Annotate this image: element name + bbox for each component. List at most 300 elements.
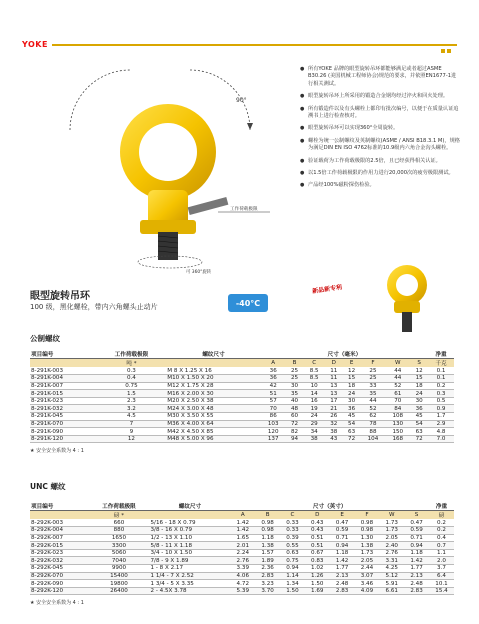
table-cell: 8-291K-015 [30,390,97,398]
table-cell: 0.47 [330,519,355,527]
table-cell: 0.7 [429,542,454,550]
table-cell: 7/8 - 9 X 1.89 [150,557,231,565]
feature-item: ● 产品经100%磁粉探伤检验。 [300,182,460,189]
table-cell: 35 [361,390,386,398]
table-cell: 2.05 [355,557,380,565]
table-cell: 0.51 [305,542,330,550]
table-cell: 3/4 - 10 X 1.50 [150,549,231,557]
table-cell: 0.4 [97,375,167,383]
table-cell: 0.47 [404,519,429,527]
table-cell: M30 X 3.50 X 55 [166,413,261,421]
unc-rows [30,519,454,595]
table-cell: 3.70 [255,587,280,595]
subhead: S [404,511,429,520]
table-cell: 44 [385,375,410,383]
subhead: W [385,359,410,368]
table-cell: 1.18 [255,534,280,542]
table-cell: 1.42 [230,527,255,535]
table-cell: 5.91 [379,580,404,588]
table-cell: 40 [286,397,304,405]
subhead [30,359,97,368]
subhead: 千克 [428,359,454,368]
subhead: A [230,511,255,520]
table-cell: 4.72 [230,580,255,588]
table-cell: 70 [385,397,410,405]
table-cell: 12 [97,435,167,443]
table-cell: 1.73 [355,549,380,557]
subhead: E [330,511,355,520]
table-row [30,534,454,542]
table-cell: 10 [303,382,324,390]
table-cell: 2.9 [428,420,454,428]
table-cell: 38 [325,428,343,436]
top-banner [0,0,479,54]
table-cell: 45 [410,413,428,421]
table-cell: 3.23 [255,580,280,588]
table-row [30,375,454,383]
table-cell: 1.7 [428,413,454,421]
table-cell: 15 [343,375,361,383]
table-cell: 57 [261,397,286,405]
subhead: E [343,359,361,368]
eye-bolt-thumbnail [362,257,452,337]
table-cell: 1.77 [404,565,429,573]
table-cell: 82 [286,428,304,436]
table-cell: 36 [261,375,286,383]
table-cell: 8-291K-004 [30,375,97,383]
table-row [30,587,454,595]
subhead: W [379,511,404,520]
table-cell: 62 [361,413,386,421]
table-row [30,405,454,413]
table-cell: 104 [361,435,386,443]
table-cell: 13 [325,382,343,390]
table-cell: 72 [286,420,304,428]
table-cell: M48 X 5.00 X 96 [166,435,261,443]
table-cell: 8-291K-032 [30,405,97,413]
table-cell: 1.38 [255,542,280,550]
table-cell: 3300 [88,542,149,550]
table-cell: 2.83 [330,587,355,595]
table-cell: 60 [286,413,304,421]
angle-label: 90° [236,97,247,104]
table-cell: 1.77 [330,565,355,573]
table-cell: 0.5 [428,397,454,405]
table-cell: 43 [325,435,343,443]
table-cell: 1.50 [280,587,305,595]
temperature-badge: -40°C [228,294,268,312]
table-cell: 11 [325,375,343,383]
table-row [30,435,454,443]
table-cell: 120 [261,428,286,436]
table-cell: 1 3/4 - 5 X 3.35 [150,580,231,588]
col-thread: 螺纹尺寸 [150,502,231,511]
subhead: D [325,359,343,368]
table-cell: 2.83 [404,587,429,595]
table-cell: 7040 [88,557,149,565]
table-cell: 48 [286,405,304,413]
table-cell: 2.36 [255,565,280,573]
table-cell: 8-292K-003 [30,519,88,527]
table-cell: 84 [385,405,410,413]
table-cell: 1.50 [305,580,330,588]
subhead: F [355,511,380,520]
unc-section-title: UNC 螺纹 [30,482,66,491]
table-cell: 1650 [88,534,149,542]
table-cell: 8.5 [303,375,324,383]
table-cell: 6.4 [429,572,454,580]
table-cell: 1.34 [280,580,305,588]
table-cell: 15 [410,375,428,383]
feature-list [300,66,460,195]
feature-item: ● 眼型旋转吊环上所采用的锻造合金钢均经过淬火和回火处理。 [300,93,460,100]
table-row [30,572,454,580]
table-cell: 5.39 [230,587,255,595]
table-cell: 2.13 [404,572,429,580]
subhead: B [286,359,304,368]
table-cell: 0.75 [280,557,305,565]
table-row [30,565,454,573]
table-cell: 63 [343,428,361,436]
table-cell: 8-292K-090 [30,580,88,588]
table-row [30,580,454,588]
table-cell: 660 [88,519,149,527]
table-cell: 42 [261,382,286,390]
table-cell: 0.59 [404,527,429,535]
table-cell: 8.5 [303,367,324,375]
table-cell: 17 [325,397,343,405]
table-cell: 0.51 [305,534,330,542]
table-cell: 1.42 [404,557,429,565]
table-row [30,557,454,565]
table-cell: 0.75 [97,382,167,390]
table-cell: 2.48 [330,580,355,588]
unc-footnote: ★ 安全安全系数为 4 : 1 [30,600,84,606]
table-cell: 8-291K-007 [30,382,97,390]
table-cell: 25 [361,367,386,375]
subhead [30,511,88,520]
table-cell: 0.55 [280,542,305,550]
table-cell: 61 [385,390,410,398]
subhead: A [261,359,286,368]
table-cell: 2.05 [379,534,404,542]
table-cell: 1 - 8 X 2.17 [150,565,231,573]
product-subtitle: 100 级，黑化螺栓，带内六角螺头止动片 [30,303,158,311]
table-cell: 0.43 [305,519,330,527]
table-cell: 0.1 [428,367,454,375]
table-row [30,549,454,557]
table-cell: 3.2 [97,405,167,413]
col-wll: 工作荷载极限 [88,502,149,511]
eye-bolt-illustration [40,60,295,275]
table-cell: 13 [325,390,343,398]
metric-rows [30,367,454,443]
table-cell: 14 [303,390,324,398]
table-cell: 8-291K-090 [30,428,97,436]
table-cell: 4.06 [230,572,255,580]
feature-item: ● 验证载荷为工作荷载极限的2.5倍，且已经获得相关认证。 [300,158,460,165]
table-cell: 12 [410,367,428,375]
table-cell: 2.24 [230,549,255,557]
table-cell: 94 [286,435,304,443]
subhead: F [361,359,386,368]
table-cell: 18 [410,382,428,390]
table-row [30,413,454,421]
table-cell: 38 [303,435,324,443]
metric-footnote: ★ 安全安全系数为 4 : 1 [30,448,84,454]
table-cell: 88 [361,428,386,436]
table-cell: 1.42 [230,519,255,527]
table-cell: 54 [410,420,428,428]
table-cell: 29 [303,420,324,428]
table-cell: 8-291K-045 [30,413,97,421]
table-cell: 25 [286,375,304,383]
subhead: C [303,359,324,368]
table-cell: 34 [303,428,324,436]
table-cell: 8-291K-003 [30,367,97,375]
table-cell: 32 [325,420,343,428]
table-cell: 24 [410,390,428,398]
table-cell: 880 [88,527,149,535]
table-cell: 12 [343,367,361,375]
subhead: 磅 * [88,511,149,520]
table-cell: 26400 [88,587,149,595]
table-cell: 2.76 [379,549,404,557]
table-cell: 4.8 [428,428,454,436]
unc-table [30,502,454,595]
subhead [166,359,261,368]
table-cell: 137 [261,435,286,443]
table-cell: 1.69 [305,587,330,595]
table-cell: 0.98 [355,527,380,535]
table-cell: 130 [385,420,410,428]
col-wll: 工作荷载极限 [97,350,167,359]
table-cell: 44 [361,397,386,405]
table-cell: 1.26 [305,572,330,580]
table-cell: 63 [410,428,428,436]
table-cell: 0.3 [428,390,454,398]
table-cell: 8-292K-045 [30,565,88,573]
table-cell: 4.25 [379,565,404,573]
table-cell: 0.67 [305,549,330,557]
table-cell: 19800 [88,580,149,588]
table-cell: 0.4 [429,534,454,542]
table-cell: 0.98 [255,519,280,527]
table-cell: 5060 [88,549,149,557]
table-cell: 25 [286,367,304,375]
table-row [30,382,454,390]
table-cell: 0.71 [330,534,355,542]
table-cell: 0.2 [429,519,454,527]
rotate-label: 可 360°旋转 [186,270,212,275]
table-cell: 108 [385,413,410,421]
table-cell: 0.3 [97,367,167,375]
metric-table [30,350,454,443]
wll-label: 工作荷载极限 [230,207,258,212]
table-cell: M20 X 2.50 X 38 [166,397,261,405]
table-cell: 2.48 [404,580,429,588]
table-cell: M 8 X 1.25 X 16 [166,367,261,375]
feature-item: ● 眼型旋转吊环可以实现360°全周旋转。 [300,125,460,132]
col-item-no: 项目编号 [30,502,88,511]
table-cell: 24 [343,390,361,398]
table-cell: 5/16 - 18 X 0.79 [150,519,231,527]
table-cell: 0.98 [255,527,280,535]
feature-item: ● 以1.5倍工作荷载极限的作用力进行20,000次的疲劳极限测试。 [300,170,460,177]
table-cell: 8-292K-007 [30,534,88,542]
table-cell: M36 X 4.00 X 64 [166,420,261,428]
table-cell: 3.07 [355,572,380,580]
table-cell: 7.0 [428,435,454,443]
table-cell: 1.30 [355,534,380,542]
table-cell: 1.38 [355,542,380,550]
table-cell: 8-291K-023 [30,397,97,405]
table-cell: 4.09 [355,587,380,595]
table-cell: 1.57 [255,549,280,557]
table-cell: 72 [343,435,361,443]
table-cell: 2.44 [355,565,380,573]
table-cell: 11 [325,367,343,375]
table-cell: 0.59 [330,527,355,535]
table-cell: 1.18 [404,549,429,557]
table-cell: 2 - 4.5X 3.78 [150,587,231,595]
table-row [30,542,454,550]
table-cell: 8-291K-070 [30,420,97,428]
table-row [30,367,454,375]
subhead: C [280,511,305,520]
table-cell: 0.94 [330,542,355,550]
table-cell: 1/2 - 13 X 1.10 [150,534,231,542]
feature-item: ● 所有锻造件以及有头螺栓上都印有批次编号，以便于在质量认证追溯书上进行检查核对。 [300,106,460,121]
table-cell: 0.2 [428,382,454,390]
table-cell: 0.43 [305,527,330,535]
decorative-dots [440,39,456,49]
table-cell: 1.65 [230,534,255,542]
table-cell: M42 X 4.50 X 85 [166,428,261,436]
table-cell: 19 [303,405,324,413]
table-cell: 26 [325,413,343,421]
table-cell: M24 X 3.00 X 48 [166,405,261,413]
table-cell: 1.5 [97,390,167,398]
table-cell: 15.4 [429,587,454,595]
product-title: 眼型旋转吊环 [30,291,90,302]
feature-item: ● 螺栓为统一公制螺纹及英制螺纹(ASME / ANSI B18.3.1 M)，规格为满足DIN EN ISO 4762标准的10.9级内六角合金沟头螺栓。 [300,138,460,153]
table-cell: 18 [343,382,361,390]
table-cell: 8-292K-120 [30,587,88,595]
table-cell: 9 [97,428,167,436]
subhead: B [255,511,280,520]
table-cell: 8-292K-070 [30,572,88,580]
table-cell: 9900 [88,565,149,573]
col-item-no: 项目编号 [30,350,97,359]
table-cell: 3.7 [429,565,454,573]
table-cell: 0.33 [280,519,305,527]
table-row [30,527,454,535]
table-row [30,390,454,398]
table-cell: 30 [343,397,361,405]
table-cell: 5/8 - 11 X 1.18 [150,542,231,550]
metric-section-title: 公制螺纹 [30,334,60,343]
brand-logo: YOKE [22,40,52,49]
table-cell: 8-292K-015 [30,542,88,550]
table-cell: 8-291K-120 [30,435,97,443]
header-rule [22,44,457,46]
subhead: D [305,511,330,520]
table-cell: 10.1 [429,580,454,588]
table-cell: M10 X 1.50 X 20 [166,375,261,383]
subhead: S [410,359,428,368]
table-cell: 1.42 [330,557,355,565]
table-cell: 16 [303,397,324,405]
table-cell: 0.63 [280,549,305,557]
col-dimensions: 尺寸（英寸） [230,502,429,511]
table-cell: M16 X 2.00 X 30 [166,390,261,398]
table-cell: 24 [303,413,324,421]
table-cell: 36 [343,405,361,413]
table-row [30,397,454,405]
new-patent-tag: 新品新专利 [311,283,343,296]
table-cell: 2.0 [429,557,454,565]
table-row [30,420,454,428]
table-cell: 78 [361,420,386,428]
table-cell: 8-292K-032 [30,557,88,565]
table-cell: 54 [343,420,361,428]
table-cell: 1.73 [379,519,404,527]
table-cell: 45 [343,413,361,421]
table-cell: 0.98 [355,519,380,527]
table-cell: 0.33 [280,527,305,535]
table-row [30,519,454,527]
table-cell: 4.5 [97,413,167,421]
table-cell: 1 1/4 - 7 X 2.52 [150,572,231,580]
table-cell: 52 [361,405,386,413]
table-cell: M12 X 1.75 X 28 [166,382,261,390]
table-cell: 33 [361,382,386,390]
table-cell: 3/8 - 16 X 0.79 [150,527,231,535]
table-cell: 0.83 [305,557,330,565]
table-cell: 36 [261,367,286,375]
table-cell: 0.2 [429,527,454,535]
table-cell: 0.71 [404,534,429,542]
table-cell: 2.40 [379,542,404,550]
table-cell: 5.12 [379,572,404,580]
table-cell: 168 [385,435,410,443]
table-cell: 21 [325,405,343,413]
subhead: 吨 * [97,359,167,368]
table-cell: 1.02 [305,565,330,573]
table-cell: 3.46 [355,580,380,588]
table-cell: 70 [261,405,286,413]
table-cell: 1.14 [280,572,305,580]
table-cell: 30 [410,397,428,405]
table-cell: 36 [410,405,428,413]
table-cell: 3.31 [379,557,404,565]
table-cell: 150 [385,428,410,436]
table-row [30,428,454,436]
col-thread: 螺纹尺寸 [166,350,261,359]
table-cell: 72 [410,435,428,443]
col-weight: 净重 [429,502,454,511]
table-cell: 0.94 [404,542,429,550]
feature-item: ● 所有YOKE 品牌的眼型旋转吊环都能够满足或者超过ASME B30.26 (美国机械工程师协会)规范的要求，并依照EN1677-1进行相关测试。 [300,66,460,88]
subhead: 磅 [429,511,454,520]
table-cell: 44 [385,367,410,375]
table-cell: 8-292K-023 [30,549,88,557]
table-cell: 3.39 [230,565,255,573]
table-cell: 0.94 [280,565,305,573]
table-cell: 103 [261,420,286,428]
table-cell: 2.83 [255,572,280,580]
